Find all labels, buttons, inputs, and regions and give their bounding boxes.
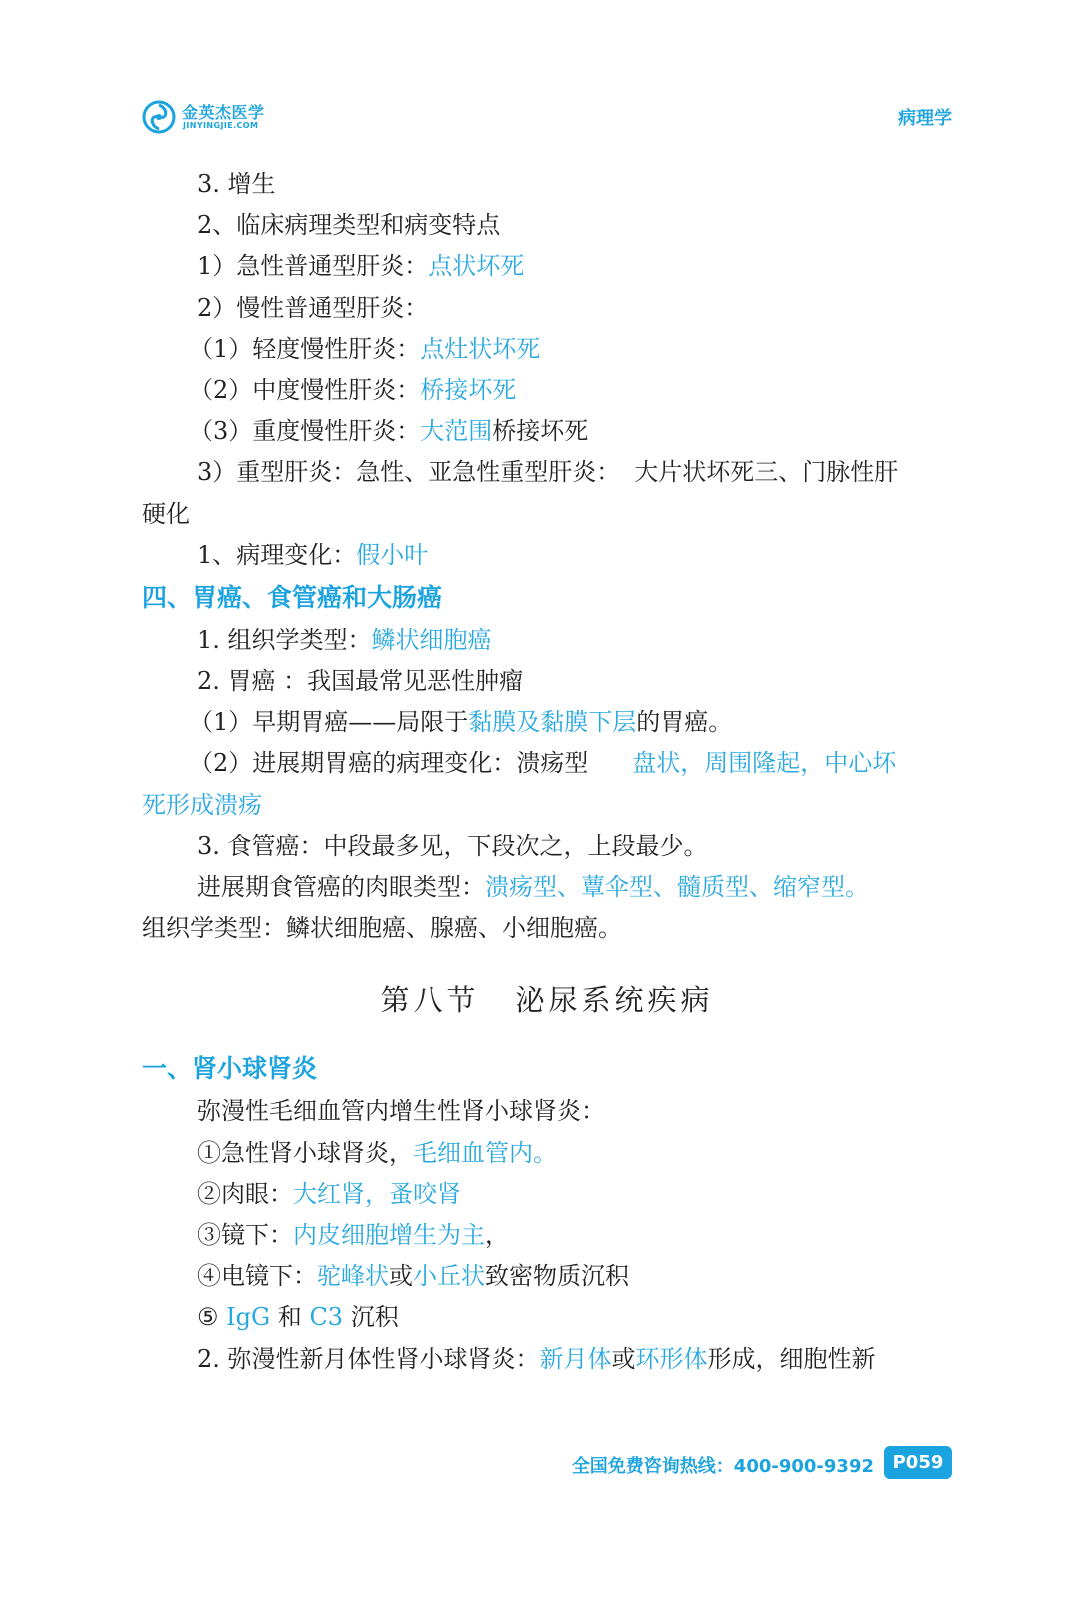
highlight-term: 鳞状细胞癌 (371, 625, 492, 654)
text-line: 硬化 (142, 499, 190, 528)
highlight-term: 新月体 (539, 1344, 612, 1373)
text-line: 2. 弥漫性新月体性肾小球肾炎：新月体或环形体形成，细胞性新 (197, 1344, 876, 1373)
text-line: （2）进展期胃癌的病理变化：溃疡型 盘状，周围隆起，中心坏 (189, 749, 897, 778)
page-header (142, 98, 952, 138)
text-line: （1）早期胃癌——局限于黏膜及黏膜下层的胃癌。 (189, 708, 733, 737)
subject-title: 病理学 (898, 108, 952, 129)
highlight-term: 内皮细胞增生为主 (293, 1220, 485, 1249)
text-line: ⑤ IgG 和 C3 沉积 (197, 1303, 399, 1332)
highlight-term: 盘状，周围隆起，中心坏 (632, 749, 897, 778)
highlight-term: 小丘状 (413, 1262, 485, 1291)
text-line: 组织学类型：鳞状细胞癌、腺癌、小细胞癌。 (142, 914, 622, 943)
logo (142, 98, 282, 138)
highlight-term: 大范围 (420, 417, 493, 446)
text-line: ①急性肾小球肾炎，毛细血管内。 (197, 1138, 557, 1167)
text-line: （1）轻度慢性肝炎：点灶状坏死 (189, 334, 541, 363)
text-line: ④电镜下：驼峰状或小丘状致密物质沉积 (197, 1262, 629, 1291)
section-title: 第八节 泌尿系统疾病 (380, 983, 714, 1018)
text-line: 进展期食管癌的肉眼类型：溃疡型、蕈伞型、髓质型、缩窄型。 (197, 873, 869, 901)
highlight-term: 点状坏死 (428, 252, 525, 281)
highlight-term: 驼峰状 (317, 1262, 389, 1291)
highlight-term: 假小叶 (356, 540, 429, 569)
text-line: 1、病理变化：假小叶 (197, 540, 429, 569)
page-content (142, 164, 952, 1380)
highlight-term: 点灶状坏死 (420, 334, 541, 363)
text-line: 1. 组织学类型：鳞状细胞癌 (197, 625, 492, 654)
page-number-badge: P059 (884, 1446, 952, 1479)
logo-text-cn: 金英杰医学 (182, 103, 265, 122)
text-line: 弥漫性毛细血管内增生性肾小球肾炎： (197, 1097, 605, 1126)
highlight-term: IgG (226, 1303, 271, 1332)
highlight-term: 环形体 (635, 1344, 708, 1373)
text-line: 3. 食管癌：中段最多见，下段次之，上段最少。 (197, 831, 708, 860)
heading-kidney: 一、肾小球肾炎 (142, 1054, 318, 1084)
text-line: 2）慢性普通型肝炎： (197, 293, 429, 322)
text-line: 3）重型肝炎：急性、亚急性重型肝炎： 大片状坏死三、门脉性肝 (197, 458, 899, 487)
text-line: （3）重度慢性肝炎：大范围桥接坏死 (189, 417, 589, 446)
highlight-term: 毛细血管内。 (413, 1138, 557, 1167)
text-line: ②肉眼：大红肾，蚤咬肾 (197, 1179, 461, 1208)
hotline-text: 全国免费咨询热线：400-900-9392 (571, 1456, 874, 1477)
heading-cancer: 四、胃癌、食管癌和大肠癌 (142, 582, 443, 612)
highlight-line: 死形成溃疡 (142, 790, 262, 819)
highlight-term: 黏膜及黏膜下层 (468, 708, 637, 737)
text-line: 2、临床病理类型和病变特点 (197, 211, 501, 240)
text-line: ③镜下：内皮细胞增生为主， (197, 1220, 509, 1249)
logo-swirl-icon (142, 100, 176, 134)
highlight-term: 溃疡型、蕈伞型、髓质型、缩窄型。 (485, 873, 869, 901)
text-line: 2. 胃癌 ：我国最常见恶性肿瘤 (197, 667, 524, 696)
highlight-term: 桥接坏死 (420, 375, 517, 404)
text-line: （2）中度慢性肝炎：桥接坏死 (189, 375, 517, 404)
highlight-term: 大红肾，蚤咬肾 (293, 1179, 461, 1208)
highlight-term: C3 (309, 1303, 344, 1332)
logo-text-en: JINYINGJIE.COM (183, 121, 259, 130)
text-line: 3. 增生 (197, 170, 276, 198)
text-line: 1）急性普通型肝炎：点状坏死 (197, 252, 525, 281)
